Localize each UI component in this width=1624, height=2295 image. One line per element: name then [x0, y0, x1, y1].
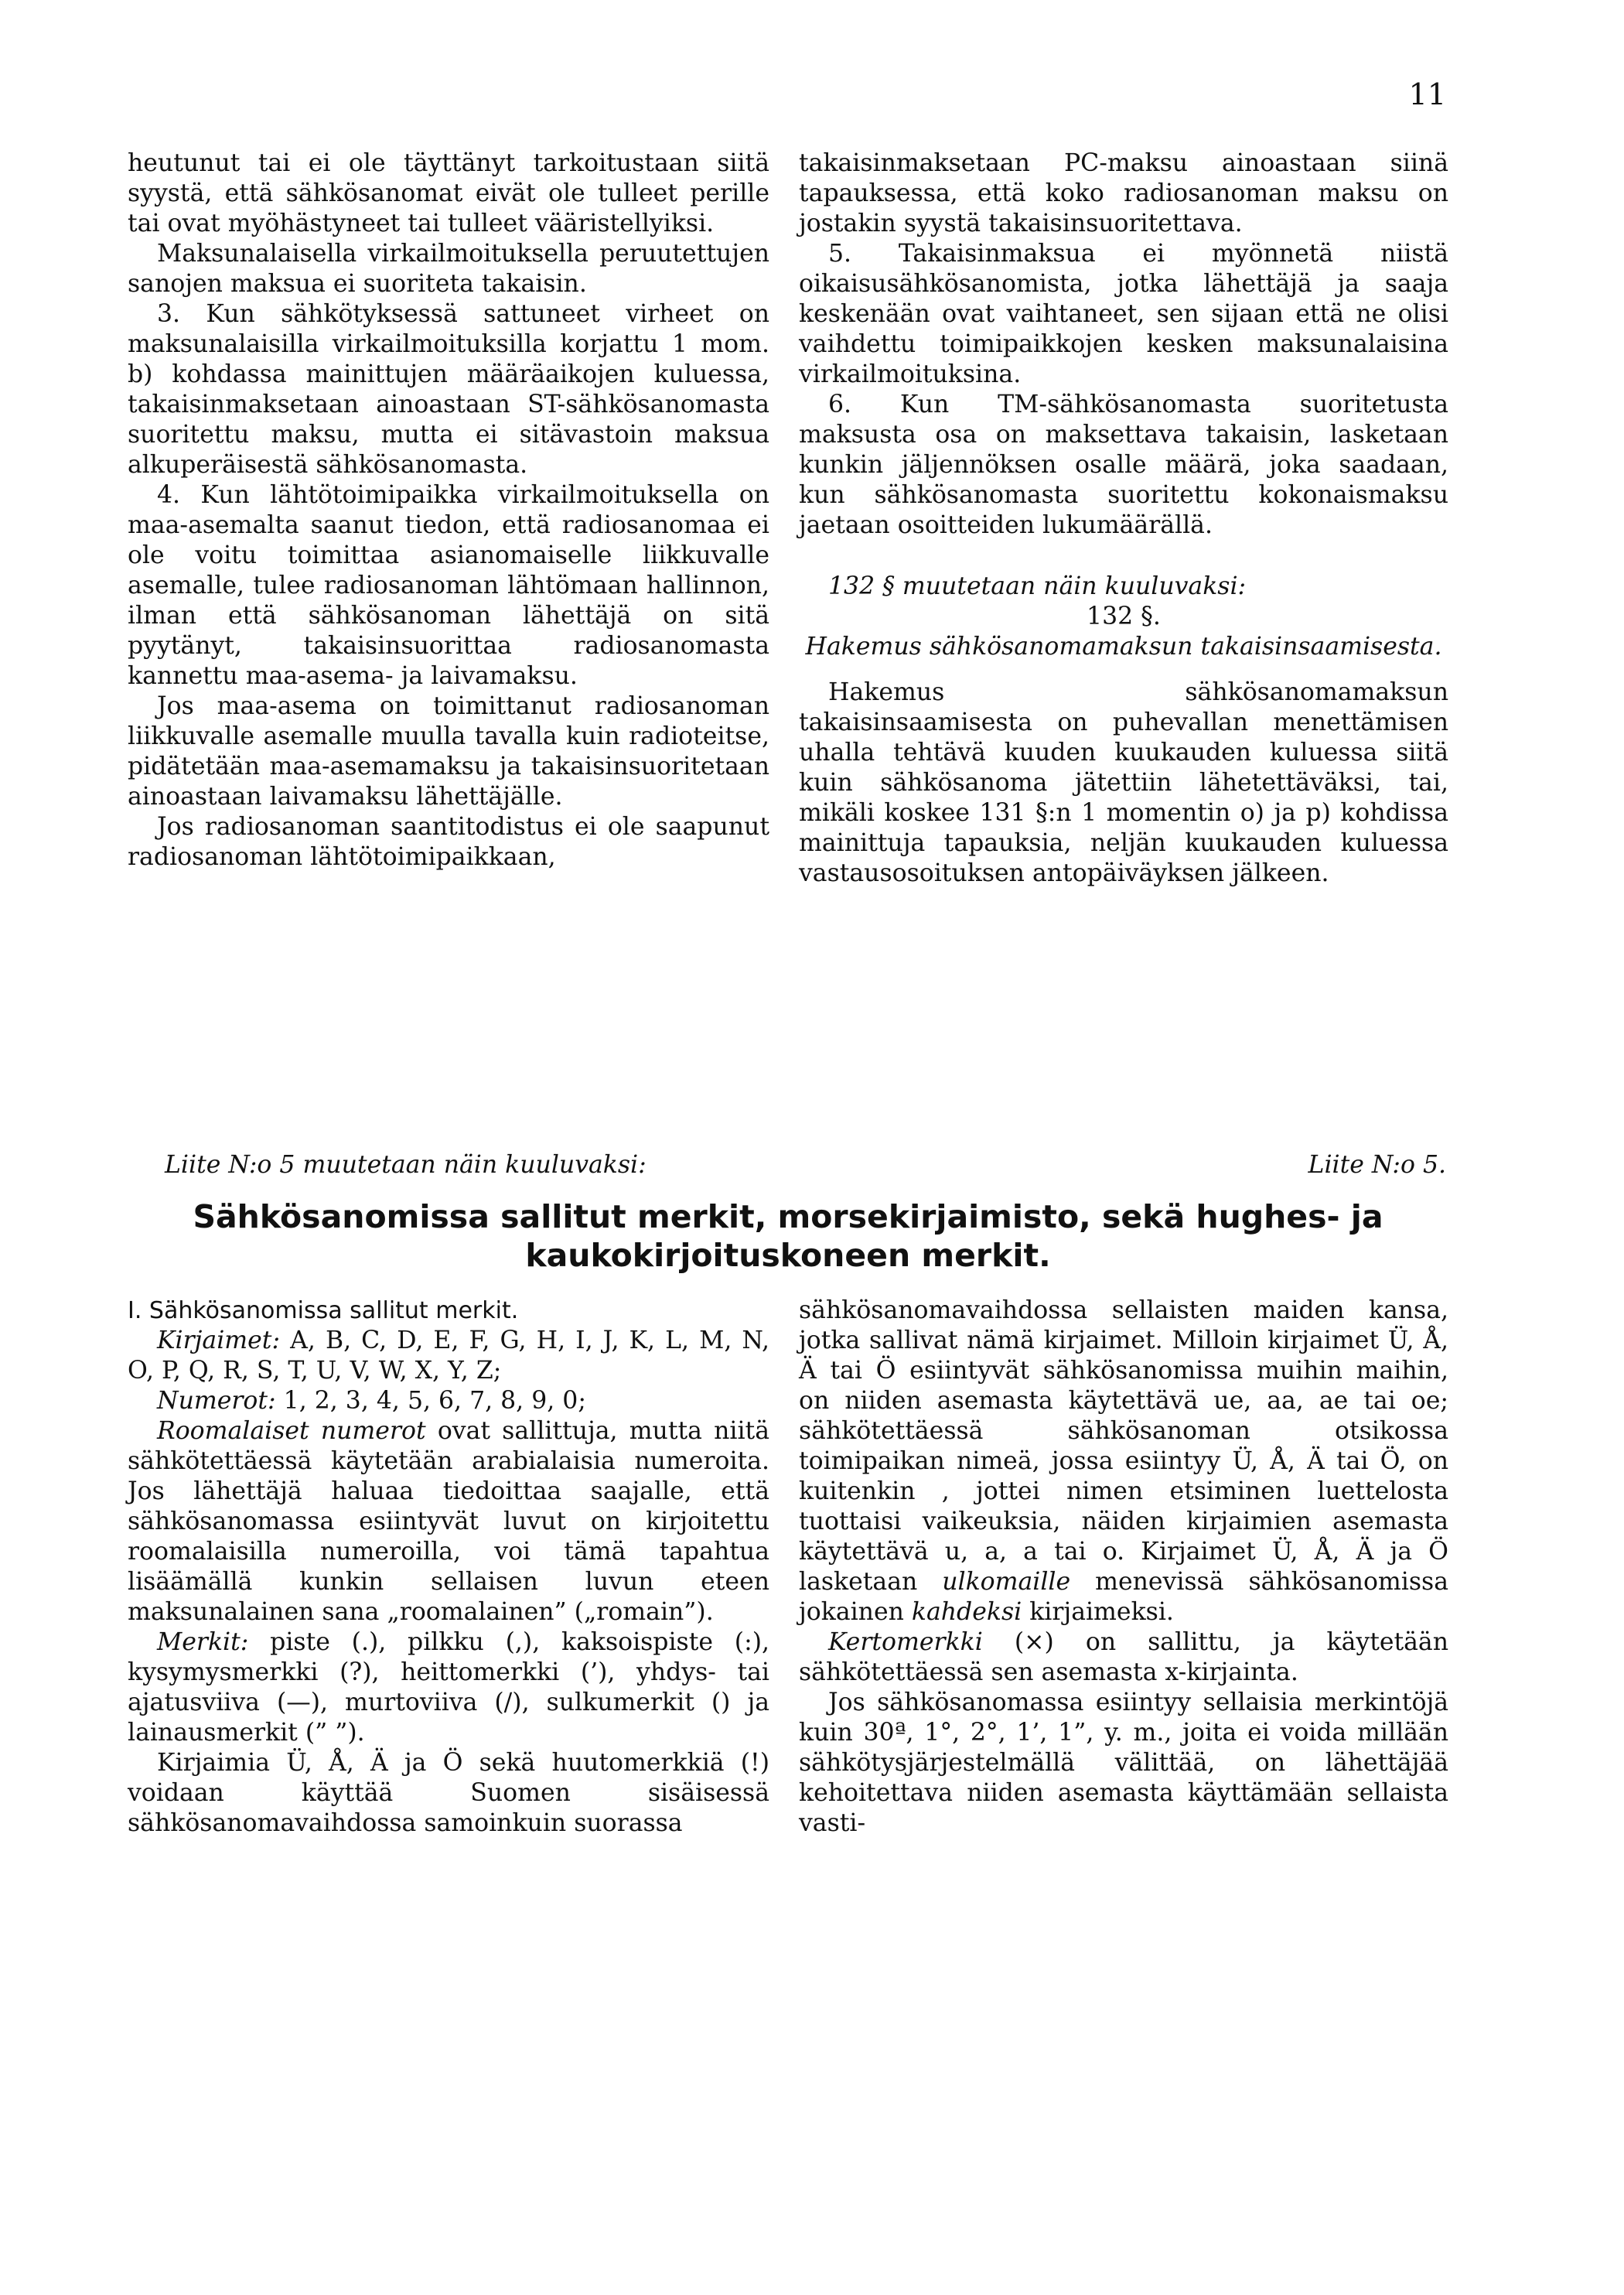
term-text: piste (.), pilkku (,), kaksoispiste (:), kysymysmerkki (?), heittomerkki (’), yhdys- tai ajatusviiva (—), murtoviiva (/), sulkumerkit () ja lainausmerkit (” ”).: [128, 1628, 769, 1747]
term-label: Kertomerkki: [828, 1628, 983, 1656]
appendix-amendment-note: Liite N:o 5 muutetaan näin kuuluvaksi:: [165, 1151, 647, 1179]
text-run: sähkösanomavaihdossa sellaisten maiden kansa, jotka sallivat nämä kirjaimet. Milloin kirjaimet Ü, Å, Ä tai Ö esiintyvät sähkösanomissa muihin maihin, on niiden asemasta käytettävä ue, aa, ae tai oe; sähkötettäessä sähkösanoman otsikossa toimipaikan nimeä, jossa esiintyy Ü, Å, Ä tai Ö, on kuitenkin , jottei nimen etsiminen luettelosta tuottaisi vaikeuksia, näiden kirjaimien asemasta käytettävä u, a, a tai o. Kirjaimet Ü, Å, Ä ja Ö lasketaan: [799, 1296, 1448, 1596]
section-heading: Sähkösanomissa sallitut merkit, morsekirjaimisto, sekä hughes- ja kaukokirjoituskoneen merkit.: [193, 1198, 1383, 1274]
paragraph: Jos radiosanoman saantitodistus ei ole saapunut radiosanoman lähtötoimipaikkaan,: [128, 813, 769, 871]
paragraph: Kirjaimia Ü, Å, Ä ja Ö sekä huutomerkkiä (!) voidaan käyttää Suomen sisäisessä sähkösanomavaihdossa samoinkuin suorassa: [128, 1749, 769, 1837]
paragraph: Hakemus sähkösanomamaksun takaisinsaamisesta on puhevallan menettämisen uhalla tehtävä kuuden kuukauden kuluessa siitä kuin sähkösanoma jätettiin lähetettäväksi, tai, mikäli koskee 131 §:n 1 momentin o) ja p) kohdissa mainittuja tapauksia, neljän kuukauden kuluessa vastausosoituksen antopäiväyksen jälkeen.: [799, 678, 1448, 887]
spacer: [799, 662, 1448, 678]
term-text: A, B, C, D, E, F, G, H, I, J, K, L, M, N, O, P, Q, R, S, T, U, V, W, X, Y, Z;: [128, 1327, 769, 1385]
paragraph: Jos sähkösanomassa esiintyy sellaisia merkintöjä kuin 30ª, 1°, 2°, 1’, 1”, y. m., joita ei voida millään sähkötysjärjestelmällä välittää, on lähettäjää kehoitettava niiden asemasta käyttämään sellaista vasti-: [799, 1689, 1448, 1837]
term-label: Merkit:: [157, 1628, 249, 1656]
paragraph: heutunut tai ei ole täyttänyt tarkoitustaan siitä syystä, että sähkösanomat eivät ole tulleet perille tai ovat myöhästyneet tai tulleet vääristellyiksi.: [128, 149, 769, 237]
paragraph: [128, 1326, 769, 1386]
sub-heading: I. Sähkösanomissa sallitut merkit.: [128, 1297, 519, 1324]
page-number: 11: [1408, 77, 1446, 111]
term-text: (×) on sallittu, ja käytetään sähkötettäessä sen asemasta x-kirjainta.: [799, 1628, 1448, 1686]
text-run: menevissä sähkösanomissa jokainen: [799, 1568, 1448, 1626]
emphasis: kahdeksi: [911, 1598, 1022, 1626]
paragraph: 5. Takaisinmaksua ei myönnetä niistä oikaisusähkösanomista, jotka lähettäjä ja saaja keskenään ovat vaihtaneet, sen sijaan että ne olisi vaihdettu toimipaikkojen kesken maksunalaisina virkailmoituksina.: [799, 240, 1448, 388]
emphasis: ulkomaille: [942, 1568, 1071, 1596]
term-label: Kirjaimet:: [157, 1327, 281, 1354]
paragraph: 4. Kun lähtötoimipaikka virkailmoituksella on maa-asemalta saanut tiedon, että radiosanomaa ei ole voitu toimittaa asianomaiselle liikkuvalle asemalle, tulee radiosanoman lähtömaan hallinnon, ilman että sähkösanoman lähettäjä on sitä pyytänyt, takaisinsuorittaa radiosanomasta kannettu maa-asema- ja laivamaksu.: [128, 481, 769, 690]
left-column-bottom: [128, 1296, 769, 1839]
paragraph: Maksunalaisella virkailmoituksella peruutettujen sanojen maksua ei suoriteta takaisin.: [128, 240, 769, 298]
text-run: kirjaimeksi.: [1022, 1598, 1174, 1626]
right-column-bottom: [799, 1296, 1448, 1839]
left-column-top: [128, 149, 769, 873]
spacer: [799, 541, 1448, 572]
paragraph: [799, 1296, 1448, 1627]
term-text: ovat sallittuja, mutta niitä sähkötettäessä käytetään arabialaisia numeroita. Jos lähettäjä haluaa tiedoittaa saajalle, että sähkösanomassa esiintyvät luvut on kirjoitettu roomalaisilla numeroilla, voi tämä tapahtua lisäämällä kunkin sellaisen luvun eteen maksunalainen sana „roomalainen” („romain”).: [128, 1417, 769, 1626]
term-label: Numerot:: [157, 1387, 276, 1415]
paragraph: 6. Kun TM-sähkösanomasta suoritetusta maksusta osa on maksettava takaisin, lasketaan kunkin jäljennöksen osalle määrä, joka saadaan, kun sähkösanomasta suoritettu kokonaismaksu jaetaan osoitteiden lukumäärällä.: [799, 391, 1448, 539]
paragraph: [128, 1416, 769, 1627]
paragraph: [128, 1627, 769, 1748]
term-label: Roomalaiset numerot: [157, 1417, 426, 1445]
paragraph: [128, 1386, 769, 1416]
paragraph: takaisinmaksetaan PC-maksu ainoastaan siinä tapauksessa, että koko radiosanoman maksu on jostakin syystä takaisinsuoritettava.: [799, 149, 1448, 237]
section-number: 132 §.: [1087, 603, 1161, 630]
term-text: 1, 2, 3, 4, 5, 6, 7, 8, 9, 0;: [275, 1387, 586, 1415]
paragraph: Jos maa-asema on toimittanut radiosanoman liikkuvalle asemalle muulla tavalla kuin radioteitse, pidätetään maa-asemamaksu ja takaisinsuoritetaan ainoastaan laivamaksu lähettäjälle.: [128, 692, 769, 811]
paragraph: [799, 1627, 1448, 1688]
appendix-label: Liite N:o 5.: [1308, 1151, 1446, 1179]
paragraph: 3. Kun sähkötyksessä sattuneet virheet on maksunalaisilla virkailmoituksilla korjattu 1 mom. b) kohdassa mainittujen määräaikojen kuluessa, takaisinmaksetaan ainoastaan ST-sähkösanomasta suoritettu maksu, mutta ei sitävastoin maksua alkuperäisestä sähkösanomasta.: [128, 300, 769, 479]
section-title: Hakemus sähkösanomamaksun takaisinsaamisesta.: [805, 633, 1442, 661]
right-column-top: [799, 149, 1448, 889]
amendment-note: 132 § muutetaan näin kuuluvaksi:: [828, 572, 1247, 600]
